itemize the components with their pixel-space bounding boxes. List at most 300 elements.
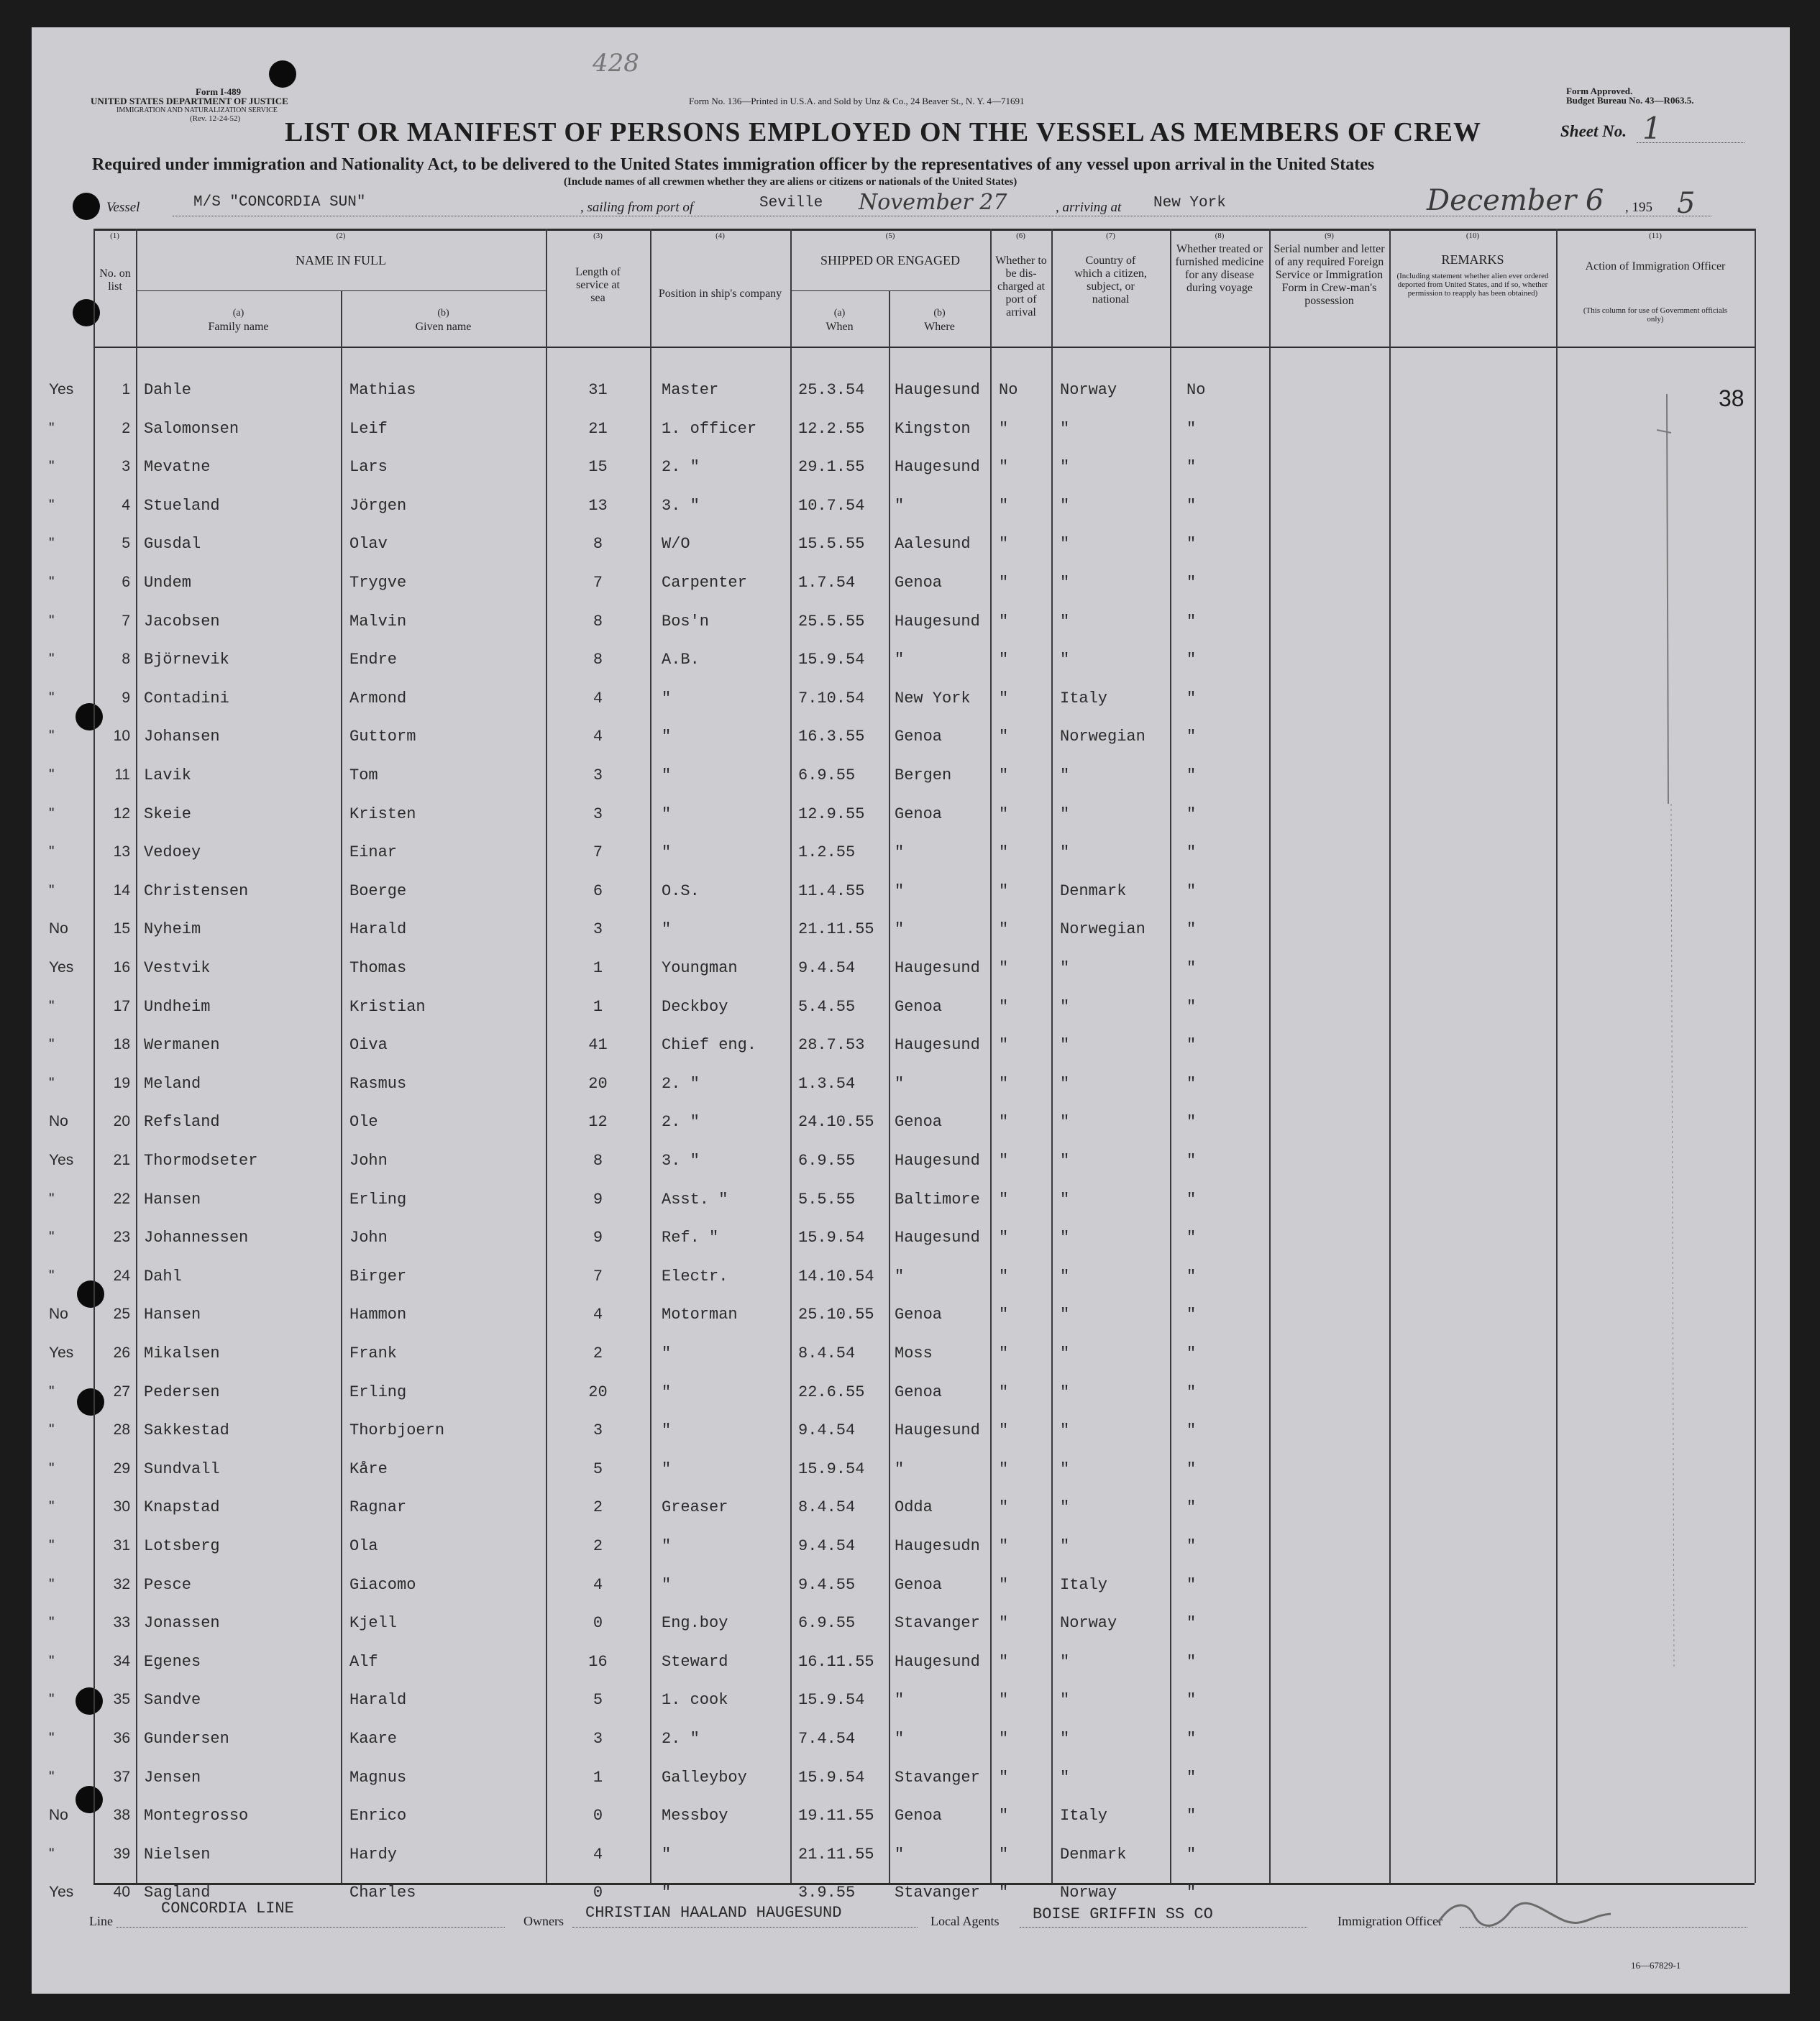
medicine: " xyxy=(1186,1383,1197,1401)
discharge: " xyxy=(999,805,1009,823)
given-name: Rasmus xyxy=(349,1074,407,1093)
discharge: " xyxy=(999,920,1009,939)
col6-header: Whether to be dis-charged at port of arrival xyxy=(995,255,1047,318)
shipped-when: 25.10.55 xyxy=(798,1306,874,1324)
country: " xyxy=(1060,1036,1070,1055)
given-name: Trygve xyxy=(349,574,407,592)
shipped-where: " xyxy=(895,1845,905,1864)
position: " xyxy=(662,1383,672,1401)
medicine: " xyxy=(1186,1537,1197,1555)
shipped-when: 12.9.55 xyxy=(798,805,865,823)
shipped-where: Aalesund xyxy=(895,535,971,554)
service-length: 4 xyxy=(593,689,603,707)
medicine: " xyxy=(1186,1113,1197,1132)
list-number: 25 xyxy=(113,1306,130,1323)
discharge: " xyxy=(999,1845,1009,1864)
list-number: 35 xyxy=(113,1691,130,1708)
table-row xyxy=(32,604,1790,643)
country: " xyxy=(1060,1537,1070,1555)
shipped-when: 25.5.55 xyxy=(798,612,865,631)
family-name: Nielsen xyxy=(144,1845,211,1864)
home-status: " xyxy=(49,997,55,1014)
header-bottom-rule xyxy=(93,347,1755,348)
agents-rule xyxy=(1020,1927,1307,1928)
position: " xyxy=(662,1344,672,1362)
service-length: 1 xyxy=(593,959,603,977)
service-length: 13 xyxy=(588,496,608,515)
shipped-where: Stavanger xyxy=(895,1768,980,1787)
shipped-where: " xyxy=(895,843,905,862)
punch-hole xyxy=(73,193,100,220)
list-number: 18 xyxy=(113,1036,130,1053)
discharge: " xyxy=(999,1652,1009,1671)
service-length: 20 xyxy=(588,1383,608,1401)
position: Asst. " xyxy=(662,1190,728,1209)
table-row xyxy=(32,372,1790,411)
table-row xyxy=(32,1837,1790,1876)
home-status: " xyxy=(49,574,55,590)
country: Italy xyxy=(1060,1807,1108,1825)
form-i-dept: UNITED STATES DEPARTMENT OF JUSTICE xyxy=(91,96,288,106)
position: Deckboy xyxy=(662,997,728,1016)
table-row xyxy=(32,1297,1790,1336)
margin-count: 38 xyxy=(1719,385,1744,411)
service-length: 20 xyxy=(588,1074,608,1093)
shipped-where: Genoa xyxy=(895,1113,943,1132)
country: " xyxy=(1060,1190,1070,1209)
table-row xyxy=(32,950,1790,989)
given-name: Thorbjoern xyxy=(349,1421,445,1440)
service-length: 1 xyxy=(593,1768,603,1787)
family-name: Jacobsen xyxy=(144,612,220,631)
pencil-marks xyxy=(1628,372,1714,1667)
table-row xyxy=(32,1259,1790,1298)
country: " xyxy=(1060,843,1070,862)
service-length: 0 xyxy=(593,1884,603,1902)
col8-number: (8) xyxy=(1215,232,1225,240)
approval-line2: Budget Bureau No. 43—R063.5. xyxy=(1566,95,1694,106)
given-name: Einar xyxy=(349,843,398,862)
list-number: 21 xyxy=(113,1152,130,1168)
country: " xyxy=(1060,1229,1070,1247)
service-length: 5 xyxy=(593,1691,603,1710)
country: " xyxy=(1060,419,1070,438)
country: Denmark xyxy=(1060,1845,1127,1864)
given-name: Boerge xyxy=(349,881,407,900)
shipped-where: Baltimore xyxy=(895,1190,980,1209)
family-name: Dahle xyxy=(144,381,192,399)
sheet-number: 1 xyxy=(1642,111,1662,146)
home-status: " xyxy=(49,805,55,822)
discharge: " xyxy=(999,535,1009,554)
family-name: Björnevik xyxy=(144,651,229,669)
country: " xyxy=(1060,997,1070,1016)
given-name: John xyxy=(349,1152,388,1170)
col2b-header: Given name xyxy=(415,321,472,333)
family-name: Lotsberg xyxy=(144,1537,220,1555)
country: " xyxy=(1060,1344,1070,1362)
medicine: " xyxy=(1186,1421,1197,1440)
shipped-when: 14.10.54 xyxy=(798,1267,874,1286)
shipped-where: " xyxy=(895,1691,905,1710)
list-number: 4 xyxy=(122,496,130,513)
year-digit: 5 xyxy=(1677,187,1696,220)
given-name: Enrico xyxy=(349,1807,407,1825)
col2a-header: Family name xyxy=(208,321,269,333)
table-row xyxy=(32,912,1790,950)
list-number: 16 xyxy=(113,959,130,976)
medicine: " xyxy=(1186,1614,1197,1633)
position: " xyxy=(662,1421,672,1440)
col1-header: No. on list xyxy=(99,267,131,293)
table-row xyxy=(32,758,1790,797)
form-i-rev: (Rev. 12-24-52) xyxy=(190,114,241,123)
service-length: 1 xyxy=(593,997,603,1016)
position: Ref. " xyxy=(662,1229,719,1247)
sailing-port: Seville xyxy=(759,195,823,211)
home-status: " xyxy=(49,1074,55,1091)
family-name: Undem xyxy=(144,574,192,592)
home-status: " xyxy=(49,1845,55,1862)
service-length: 5 xyxy=(593,1459,603,1478)
family-name: Christensen xyxy=(144,881,249,900)
country: " xyxy=(1060,1113,1070,1132)
discharge: " xyxy=(999,574,1009,592)
family-name: Vestvik xyxy=(144,959,211,977)
country: Norway xyxy=(1060,1884,1117,1902)
position: 1. officer xyxy=(662,419,757,438)
service-length: 4 xyxy=(593,1845,603,1864)
country: " xyxy=(1060,1730,1070,1748)
given-name: Leif xyxy=(349,419,388,438)
list-number: 27 xyxy=(113,1383,130,1400)
shipped-when: 10.7.54 xyxy=(798,496,865,515)
country: Norwegian xyxy=(1060,728,1145,746)
shipped-where: Genoa xyxy=(895,1383,943,1401)
discharge: " xyxy=(999,1537,1009,1555)
home-status: " xyxy=(49,843,55,861)
shipped-when: 16.3.55 xyxy=(798,728,865,746)
given-name: Ola xyxy=(349,1537,378,1555)
position: 3. " xyxy=(662,496,700,515)
family-name: Egenes xyxy=(144,1652,201,1671)
shipped-when: 6.9.55 xyxy=(798,766,856,784)
family-name: Johansen xyxy=(144,728,220,746)
list-number: 1 xyxy=(122,381,130,398)
home-status: Yes xyxy=(49,1152,74,1168)
archive-number: 428 xyxy=(593,49,639,78)
table-row xyxy=(32,1760,1790,1799)
punch-hole xyxy=(73,299,100,326)
family-name: Stueland xyxy=(144,496,220,515)
family-name: Sakkestad xyxy=(144,1421,229,1440)
position: Master xyxy=(662,381,719,399)
list-number: 10 xyxy=(113,728,130,745)
medicine: " xyxy=(1186,843,1197,862)
medicine: " xyxy=(1186,1152,1197,1170)
col4-header: Position in ship's company xyxy=(658,288,782,300)
col2-number: (2) xyxy=(336,232,346,240)
given-name: Kjell xyxy=(349,1614,398,1633)
position: " xyxy=(662,843,672,862)
country: " xyxy=(1060,612,1070,631)
given-name: Armond xyxy=(349,689,407,707)
country: " xyxy=(1060,535,1070,554)
country: " xyxy=(1060,574,1070,592)
shipped-where: Haugesund xyxy=(895,1229,980,1247)
arriving-label: , arriving at xyxy=(1056,200,1122,215)
medicine: " xyxy=(1186,1267,1197,1286)
medicine: " xyxy=(1186,1807,1197,1825)
medicine: " xyxy=(1186,651,1197,669)
medicine: " xyxy=(1186,1884,1197,1902)
list-number: 13 xyxy=(113,843,130,861)
given-name: Harald xyxy=(349,920,407,939)
shipped-when: 25.3.54 xyxy=(798,381,865,399)
service-length: 8 xyxy=(593,535,603,554)
shipped-where: Haugesund xyxy=(895,1421,980,1440)
shipped-where: Haugesund xyxy=(895,1652,980,1671)
officer-label: Immigration Officer xyxy=(1337,1914,1443,1928)
table-row xyxy=(32,874,1790,912)
shipped-when: 21.11.55 xyxy=(798,1845,874,1864)
service-length: 2 xyxy=(593,1344,603,1362)
medicine: No xyxy=(1186,381,1206,399)
shipped-when: 21.11.55 xyxy=(798,920,874,939)
shipped-where: " xyxy=(895,1074,905,1093)
family-name: Undheim xyxy=(144,997,211,1016)
discharge: " xyxy=(999,1152,1009,1170)
family-name: Thormodseter xyxy=(144,1152,258,1170)
medicine: " xyxy=(1186,689,1197,707)
col5-header: SHIPPED OR ENGAGED xyxy=(820,253,960,267)
list-number: 39 xyxy=(113,1845,130,1862)
table-row xyxy=(32,1413,1790,1452)
col6-number: (6) xyxy=(1016,232,1025,240)
position: " xyxy=(662,766,672,784)
country: Norway xyxy=(1060,1614,1117,1633)
given-name: Charles xyxy=(349,1884,416,1902)
shipped-where: Genoa xyxy=(895,1306,943,1324)
list-number: 15 xyxy=(113,920,130,938)
home-status: " xyxy=(49,1421,55,1439)
medicine: " xyxy=(1186,1074,1197,1093)
agents-label: Local Agents xyxy=(930,1914,1000,1928)
home-status: " xyxy=(49,1190,55,1207)
discharge: " xyxy=(999,1691,1009,1710)
sailing-date: November 27 xyxy=(859,190,1007,215)
discharge: " xyxy=(999,1730,1009,1748)
shipped-when: 1.7.54 xyxy=(798,574,856,592)
family-name: Dahl xyxy=(144,1267,182,1286)
sheet-label: Sheet No. xyxy=(1560,122,1627,140)
col3-number: (3) xyxy=(593,232,603,240)
service-length: 7 xyxy=(593,1267,603,1286)
shipped-when: 5.4.55 xyxy=(798,997,856,1016)
shipped-where: " xyxy=(895,651,905,669)
family-name: Mevatne xyxy=(144,458,211,477)
given-name: Magnus xyxy=(349,1768,407,1787)
family-name: Gundersen xyxy=(144,1730,229,1748)
service-length: 21 xyxy=(588,419,608,438)
medicine: " xyxy=(1186,496,1197,515)
medicine: " xyxy=(1186,728,1197,746)
discharge: " xyxy=(999,766,1009,784)
service-length: 7 xyxy=(593,574,603,592)
family-name: Meland xyxy=(144,1074,201,1093)
shipped-where: " xyxy=(895,881,905,900)
table-row xyxy=(32,1027,1790,1066)
family-name: Jonassen xyxy=(144,1614,220,1633)
form-i-title: Form I-489 xyxy=(196,86,242,97)
position: Eng.boy xyxy=(662,1614,728,1633)
arrival-date: December 6 xyxy=(1427,184,1604,217)
shipped-where: Genoa xyxy=(895,805,943,823)
home-status: " xyxy=(49,651,55,668)
col5a-header: When xyxy=(826,321,854,333)
medicine: " xyxy=(1186,1459,1197,1478)
home-status: No xyxy=(49,920,68,938)
home-status: " xyxy=(49,689,55,706)
position: 1. cook xyxy=(662,1691,728,1710)
table-row xyxy=(32,719,1790,758)
shipped-when: 6.9.55 xyxy=(798,1614,856,1633)
country: Norway xyxy=(1060,381,1117,399)
table-row xyxy=(32,1529,1790,1567)
list-number: 6 xyxy=(122,574,130,590)
col4-number: (4) xyxy=(715,232,725,240)
discharge: " xyxy=(999,997,1009,1016)
form-title: LIST OR MANIFEST OF PERSONS EMPLOYED ON THE VESSEL AS MEMBERS OF CREW xyxy=(285,117,1481,147)
discharge: " xyxy=(999,728,1009,746)
home-status: No xyxy=(49,1306,68,1323)
discharge: " xyxy=(999,1421,1009,1440)
discharge: " xyxy=(999,959,1009,977)
medicine: " xyxy=(1186,1575,1197,1594)
list-number: 9 xyxy=(122,689,130,706)
table-row xyxy=(32,1182,1790,1221)
list-number: 17 xyxy=(113,997,130,1014)
table-row xyxy=(32,565,1790,604)
discharge: " xyxy=(999,496,1009,515)
discharge: " xyxy=(999,1229,1009,1247)
shipped-when: 15.9.54 xyxy=(798,1768,865,1787)
col2a-number: (a) xyxy=(232,308,244,318)
given-name: Lars xyxy=(349,458,388,477)
family-name: Sundvall xyxy=(144,1459,220,1478)
discharge: " xyxy=(999,881,1009,900)
list-number: 12 xyxy=(113,805,130,822)
list-number: 23 xyxy=(113,1229,130,1246)
home-status: " xyxy=(49,1267,55,1284)
shipped-where: New York xyxy=(895,689,971,707)
table-row xyxy=(32,681,1790,720)
table-row xyxy=(32,989,1790,1028)
position: 2. " xyxy=(662,1074,700,1093)
given-name: Tom xyxy=(349,766,378,784)
family-name: Nyheim xyxy=(144,920,201,939)
country: " xyxy=(1060,1267,1070,1286)
shipped-when: 29.1.55 xyxy=(798,458,865,477)
service-length: 6 xyxy=(593,881,603,900)
col3-header: Length of service at sea xyxy=(575,266,621,304)
table-row xyxy=(32,797,1790,835)
discharge: " xyxy=(999,689,1009,707)
country: " xyxy=(1060,1459,1070,1478)
discharge: " xyxy=(999,1113,1009,1132)
shipped-where: Haugesund xyxy=(895,612,980,631)
shipped-when: 15.5.55 xyxy=(798,535,865,554)
position: O.S. xyxy=(662,881,700,900)
col1-number: (1) xyxy=(110,232,119,240)
list-number: 34 xyxy=(113,1652,130,1669)
given-name: Guttorm xyxy=(349,728,416,746)
family-name: Sandve xyxy=(144,1691,201,1710)
country: " xyxy=(1060,496,1070,515)
list-number: 7 xyxy=(122,612,130,629)
home-status: " xyxy=(49,728,55,745)
list-number: 40 xyxy=(113,1884,130,1901)
list-number: 14 xyxy=(113,881,130,899)
home-status: No xyxy=(49,1807,68,1824)
shipped-when: 8.4.54 xyxy=(798,1344,856,1362)
country: " xyxy=(1060,1074,1070,1093)
medicine: " xyxy=(1186,805,1197,823)
shipped-when: 8.4.54 xyxy=(798,1498,856,1517)
service-length: 31 xyxy=(588,381,608,399)
home-status: " xyxy=(49,1614,55,1631)
medicine: " xyxy=(1186,1730,1197,1748)
list-number: 20 xyxy=(113,1113,130,1130)
col9-number: (9) xyxy=(1325,232,1334,240)
service-length: 0 xyxy=(593,1807,603,1825)
shipped-where: Kingston xyxy=(895,419,971,438)
given-name: Erling xyxy=(349,1383,407,1401)
shipped-when: 11.4.55 xyxy=(798,881,865,900)
list-number: 26 xyxy=(113,1344,130,1361)
position: " xyxy=(662,1537,672,1555)
discharge: " xyxy=(999,1614,1009,1633)
line-label: Line xyxy=(89,1914,113,1928)
list-number: 29 xyxy=(113,1459,130,1477)
medicine: " xyxy=(1186,959,1197,977)
discharge: " xyxy=(999,1306,1009,1324)
sailing-label: , sailing from port of xyxy=(580,200,694,215)
service-length: 8 xyxy=(593,1152,603,1170)
discharge: " xyxy=(999,1036,1009,1055)
vessel-label: Vessel xyxy=(106,200,140,215)
service-length: 4 xyxy=(593,1306,603,1324)
service-length: 8 xyxy=(593,612,603,631)
home-status: " xyxy=(49,881,55,899)
home-status: Yes xyxy=(49,1884,74,1901)
vessel-name: M/S "CONCORDIA SUN" xyxy=(193,194,366,211)
medicine: " xyxy=(1186,1190,1197,1209)
medicine: " xyxy=(1186,535,1197,554)
shipped-when: 1.2.55 xyxy=(798,843,856,862)
shipped-when: 15.9.54 xyxy=(798,1229,865,1247)
given-name: Harald xyxy=(349,1691,407,1710)
discharge: " xyxy=(999,651,1009,669)
country: " xyxy=(1060,651,1070,669)
list-number: 22 xyxy=(113,1190,130,1207)
medicine: " xyxy=(1186,1652,1197,1671)
table-row xyxy=(32,835,1790,874)
list-number: 38 xyxy=(113,1807,130,1824)
position: " xyxy=(662,1575,672,1594)
shipped-where: Genoa xyxy=(895,1575,943,1594)
medicine: " xyxy=(1186,1768,1197,1787)
